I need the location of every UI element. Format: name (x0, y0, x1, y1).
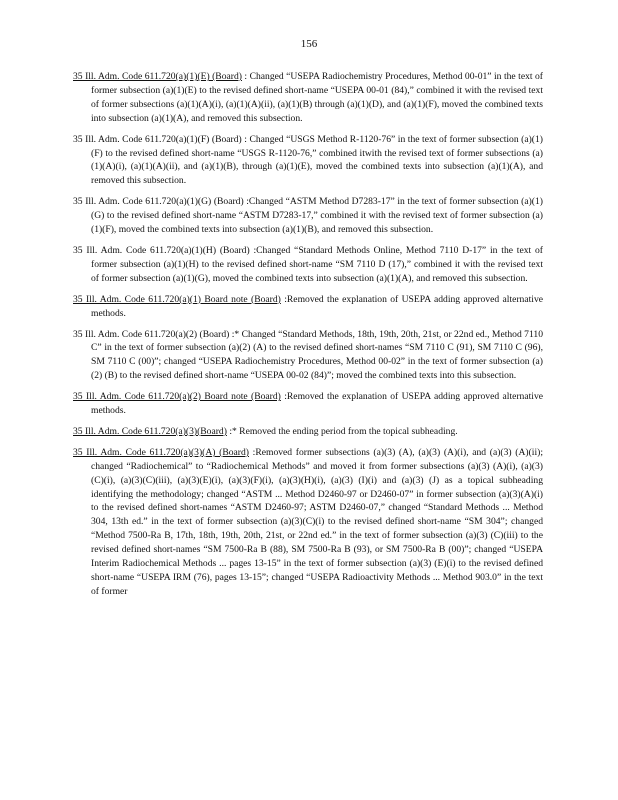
entry-list (73, 70, 543, 606)
entry (73, 133, 543, 189)
entry (73, 425, 543, 439)
entry (73, 446, 543, 599)
entry (73, 195, 543, 237)
page-number: 156 (300, 38, 318, 50)
entry-citation: 35 Ill. Adm. Code 611.720(a)(3)(Board) (73, 425, 227, 437)
entry-text: :Removed former subsections (a)(3) (A), (a)(3) (A)(i), and (a)(3) (A)(ii); changed “Radiochemical” to “Radiochemical Methods” and moved it from former subsections (a)(3) (A)(i), (a)(3) (C)(i), (a)(3)(C)(iii), (a)(3)(E)(i), (a)(3)(F)(i), (a)(3)(H)(i), (a)(3) (I)(i) and (a)(3) (J) as a topical subheading identifying the methodology; changed “ASTM ... Method D2460-97 or D2460-07” in former subsection (a)(3)(A)(i) to the revised defined short-names “ASTM D2460-97; ASTM D2460-07,” changed “Standard Methods ... Method 304, 13th ed.” in the text of former subsection (a)(3)(C)(i) to the revised defined short-name “SM 304”; changed “Method 7500-Ra B, 17th, 18th, 19th, 20th, 21st, or 22nd ed.” in the text of former subsection (a)(3) (C)(iii) to the revised defined short-names “SM 7500-Ra B (88), SM 7500-Ra B (93), or SM 7500-Ra B (00)”; changed “USEPA Interim Radiochemical Methods ... pages 13-15” in the text of former subsection (a)(3) (E)(i) to the revised defined short-name “USEPA IRM (76), pages 13-15”; changed “USEPA Radioactivity Methods ... Method 903.0” in the text of former (91, 446, 543, 597)
entry (73, 244, 543, 286)
entry-text: :Removed the explanation of USEPA adding approved alternative methods. (91, 293, 543, 319)
entry-citation: 35 Ill. Adm. Code 611.720(a)(1) Board note (Board) (73, 293, 281, 305)
entry (73, 390, 543, 418)
entry-text: :* Removed the ending period from the topical subheading. (226, 425, 458, 437)
entry-citation: 35 Ill. Adm. Code 611.720(a)(2) Board note (Board) (73, 391, 281, 403)
entry-text: 35 Ill. Adm. Code 611.720(a)(2) (Board) :* Changed “Standard Methods, 18th, 19th, 20th, 21st, or 22nd ed., Method 7110 C” in the text of former subsection (a)(2) (A) to the revised defined short-names “SM 7110 C (91), SM 7110 C (96), SM 7110 C (00)”; changed “USEPA Radiochemistry Procedures, Method 00-02” in the text of former subsection (a)(2) (B) to the revised defined short-name “USEPA 00-02 (84)”; moved the combined texts into this subsection. (73, 328, 543, 382)
entry-citation: 35 Ill. Adm. Code 611.720(a)(3)(A) (Board) (73, 446, 249, 458)
entry-text: 35 Ill. Adm. Code 611.720(a)(1)(G) (Board) :Changed “ASTM Method D7283-17” in the text of former subsection (a)(1)(G) to the revised defined short-name “ASTM D7283-17,” combined it with the revised text of former subsection (a)(1)(F), moved the combined texts into subsection (a)(1)(B), and removed this subsection. (73, 196, 543, 236)
entry-text: 35 Ill. Adm. Code 611.720(a)(1)(F) (Board) : Changed “USGS Method R-1120-76” in the text of former subsection (a)(1)(F) to the revised defined short-name “USGS R-1120-76,” combined itwith the revised text of former subsections (a)(1)(A)(i), (a)(1)(A)(ii), and (a)(1)(B), through (a)(1)(E), moved the combined texts into subsection (a)(1)(A), and removed this subsection. (73, 133, 543, 187)
entry (73, 70, 543, 126)
entry (73, 293, 543, 321)
entry-text: :Removed the explanation of USEPA adding approved alternative methods. (91, 391, 543, 417)
entry-text: : Changed “USEPA Radiochemistry Procedures, Method 00-01” in the text of former subsection (a)(1)(E) to the revised defined short-name “USEPA 00-01 (84),” combined it with the revised text of former subsections (a)(1)(A)(i), (a)(1)(A)(ii), (a)(1)(B) through (a)(1)(D), and (a)(1)(F), moved the combined texts into subsection (a)(1)(A), and removed this subsection. (91, 71, 544, 124)
entry-citation: 35 Ill. Adm. Code 611.720(a)(1)(E) (Board) (73, 71, 242, 82)
entry (73, 328, 543, 384)
entry-text: 35 Ill. Adm. Code 611.720(a)(1)(H) (Board) :Changed “Standard Methods Online, Method 7110 D-17” in the text of former subsection (a)(1)(H) to the revised defined short-name “SM 7110 D (17),” combined it with the revised text of former subsection (a)(1)(G), moved the combined texts into subsection (a)(1)(A), and removed this subsection. (73, 244, 543, 284)
